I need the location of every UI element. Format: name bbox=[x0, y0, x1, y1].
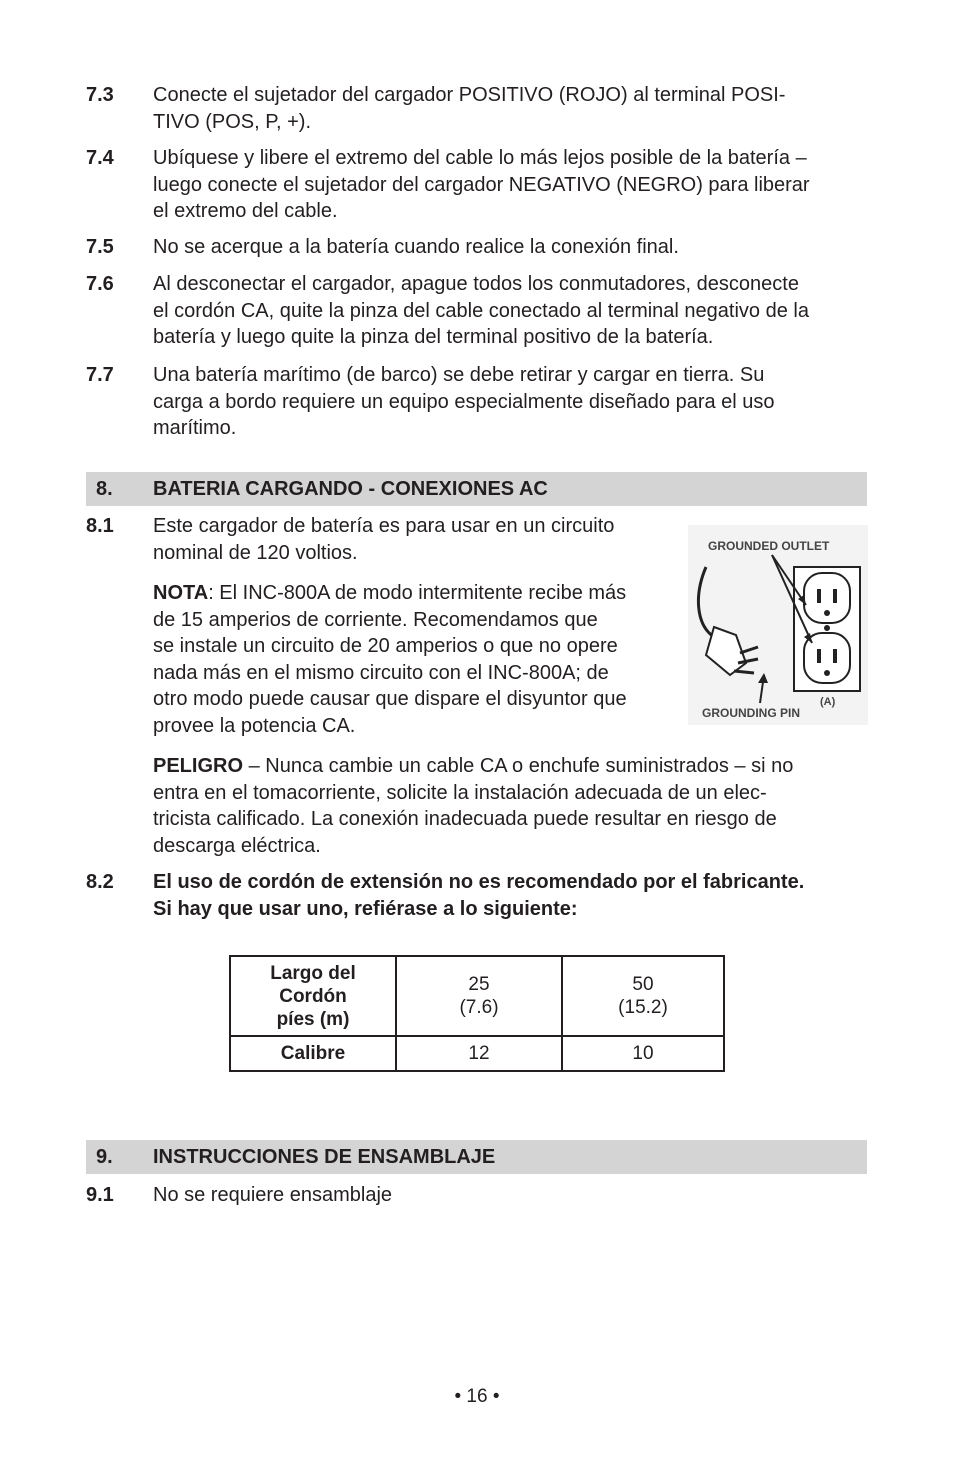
item-9-1 bbox=[86, 1182, 868, 1209]
item-8-2 bbox=[86, 869, 868, 922]
nota-text-line: nada más en el mismo circuito con el INC-800A; de bbox=[153, 661, 609, 684]
outlet-plug-illustration bbox=[688, 525, 868, 725]
section-9-header bbox=[86, 1140, 867, 1174]
item-text-line: TIVO (POS, P, +). bbox=[153, 110, 312, 133]
item-number: 8.1 bbox=[86, 515, 114, 537]
nota-paragraph bbox=[153, 580, 683, 739]
item-number: 9.1 bbox=[86, 1184, 114, 1206]
peligro-text-line: entra en el tomacorriente, solicite la instalación adecuada de un elec- bbox=[153, 781, 767, 804]
pin-label: GROUNDING PIN bbox=[702, 706, 801, 720]
item-number: 7.3 bbox=[86, 84, 114, 106]
section-number: 9. bbox=[96, 1146, 113, 1168]
item-7-3 bbox=[86, 82, 868, 135]
item-text-line: El uso de cordón de extensión no es recomendado por el fabricante. bbox=[153, 871, 805, 893]
item-number: 7.7 bbox=[86, 364, 114, 386]
item-text-line: marítimo. bbox=[153, 417, 237, 439]
table-cell: 12 bbox=[396, 1036, 562, 1071]
peligro-label: PELIGRO bbox=[153, 755, 244, 777]
item-text-line: Al desconectar el cargador, apague todos los conmutadores, desconecte bbox=[153, 273, 799, 295]
item-text-line: nominal de 120 voltios. bbox=[153, 541, 358, 564]
item-7-7 bbox=[86, 362, 868, 442]
table-cell bbox=[396, 956, 562, 1036]
item-text-line: luego conecte el sujetador del cargador NEGATIVO (NEGRO) para liberar bbox=[153, 173, 810, 196]
item-text-line: Este cargador de batería es para usar en un circuito bbox=[153, 515, 615, 537]
table-cell bbox=[562, 956, 724, 1036]
nota-text-line: se instale un circuito de 20 amperios o que no opere bbox=[153, 635, 618, 657]
nota-text-line: provee la potencia CA. bbox=[153, 714, 356, 737]
table-row-label: Calibre bbox=[230, 1036, 396, 1071]
figure-label: (A) bbox=[820, 696, 836, 708]
cell-line: 25 bbox=[468, 974, 490, 995]
cell-line: (15.2) bbox=[618, 997, 668, 1018]
item-7-4 bbox=[86, 145, 868, 225]
table-header-cell bbox=[230, 956, 396, 1036]
nota-text-line: : El INC-800A de modo intermitente recibe más bbox=[208, 582, 627, 604]
grounded-outlet-figure bbox=[688, 525, 868, 725]
section-title: INSTRUCCIONES DE ENSAMBLAJE bbox=[153, 1146, 496, 1168]
table-row bbox=[230, 956, 724, 1036]
extension-cord-table bbox=[229, 955, 725, 1072]
item-number: 7.5 bbox=[86, 236, 114, 258]
item-7-5 bbox=[86, 234, 868, 261]
nota-text-line: de 15 amperios de corriente. Recomendamos que bbox=[153, 608, 598, 631]
item-text-line: No se acerque a la batería cuando realice la conexión final. bbox=[153, 236, 679, 258]
nota-label: NOTA bbox=[153, 582, 209, 604]
header-line: píes (m) bbox=[276, 1008, 350, 1030]
section-8-header bbox=[86, 472, 867, 506]
item-number: 7.6 bbox=[86, 273, 114, 295]
peligro-text-line: – Nunca cambie un cable CA o enchufe suministrados – si no bbox=[243, 755, 794, 777]
table-cell: 10 bbox=[562, 1036, 724, 1071]
item-text-line: el extremo del cable. bbox=[153, 200, 338, 222]
section-title: BATERIA CARGANDO - CONEXIONES AC bbox=[153, 478, 548, 500]
cell-line: (7.6) bbox=[459, 997, 499, 1018]
peligro-text-line: tricista calificado. La conexión inadecuada puede resultar en riesgo de bbox=[153, 808, 777, 830]
header-line: Largo del bbox=[270, 962, 356, 984]
item-text-line: Si hay que usar uno, refiérase a lo siguiente: bbox=[153, 897, 578, 920]
header-line: Cordón bbox=[279, 985, 347, 1007]
page-number: • 16 • bbox=[454, 1386, 500, 1407]
item-text-line: No se requiere ensamblaje bbox=[153, 1184, 393, 1206]
nota-text-line: otro modo puede causar que dispare el disyuntor que bbox=[153, 688, 627, 710]
item-text-line: Conecte el sujetador del cargador POSITIVO (ROJO) al terminal POSI- bbox=[153, 84, 786, 106]
outlet-label: GROUNDED OUTLET bbox=[708, 539, 830, 553]
peligro-text-line: descarga eléctrica. bbox=[153, 834, 321, 857]
item-text-line: carga a bordo requiere un equipo especialmente diseñado para el uso bbox=[153, 390, 775, 413]
table-row bbox=[230, 1036, 724, 1071]
item-7-6 bbox=[86, 271, 868, 351]
item-number: 7.4 bbox=[86, 147, 114, 169]
item-number: 8.2 bbox=[86, 871, 114, 893]
cell-line: 50 bbox=[632, 974, 654, 995]
peligro-paragraph bbox=[153, 753, 868, 859]
item-8-1 bbox=[86, 513, 686, 566]
item-text-line: Ubíquese y libere el extremo del cable lo más lejos posible de la batería – bbox=[153, 147, 807, 169]
item-text-line: el cordón CA, quite la pinza del cable conectado al terminal negativo de la bbox=[153, 299, 809, 322]
item-text-line: Una batería marítimo (de barco) se debe retirar y cargar en tierra. Su bbox=[153, 364, 765, 386]
section-number: 8. bbox=[96, 478, 113, 500]
item-text-line: batería y luego quite la pinza del terminal positivo de la batería. bbox=[153, 326, 714, 348]
